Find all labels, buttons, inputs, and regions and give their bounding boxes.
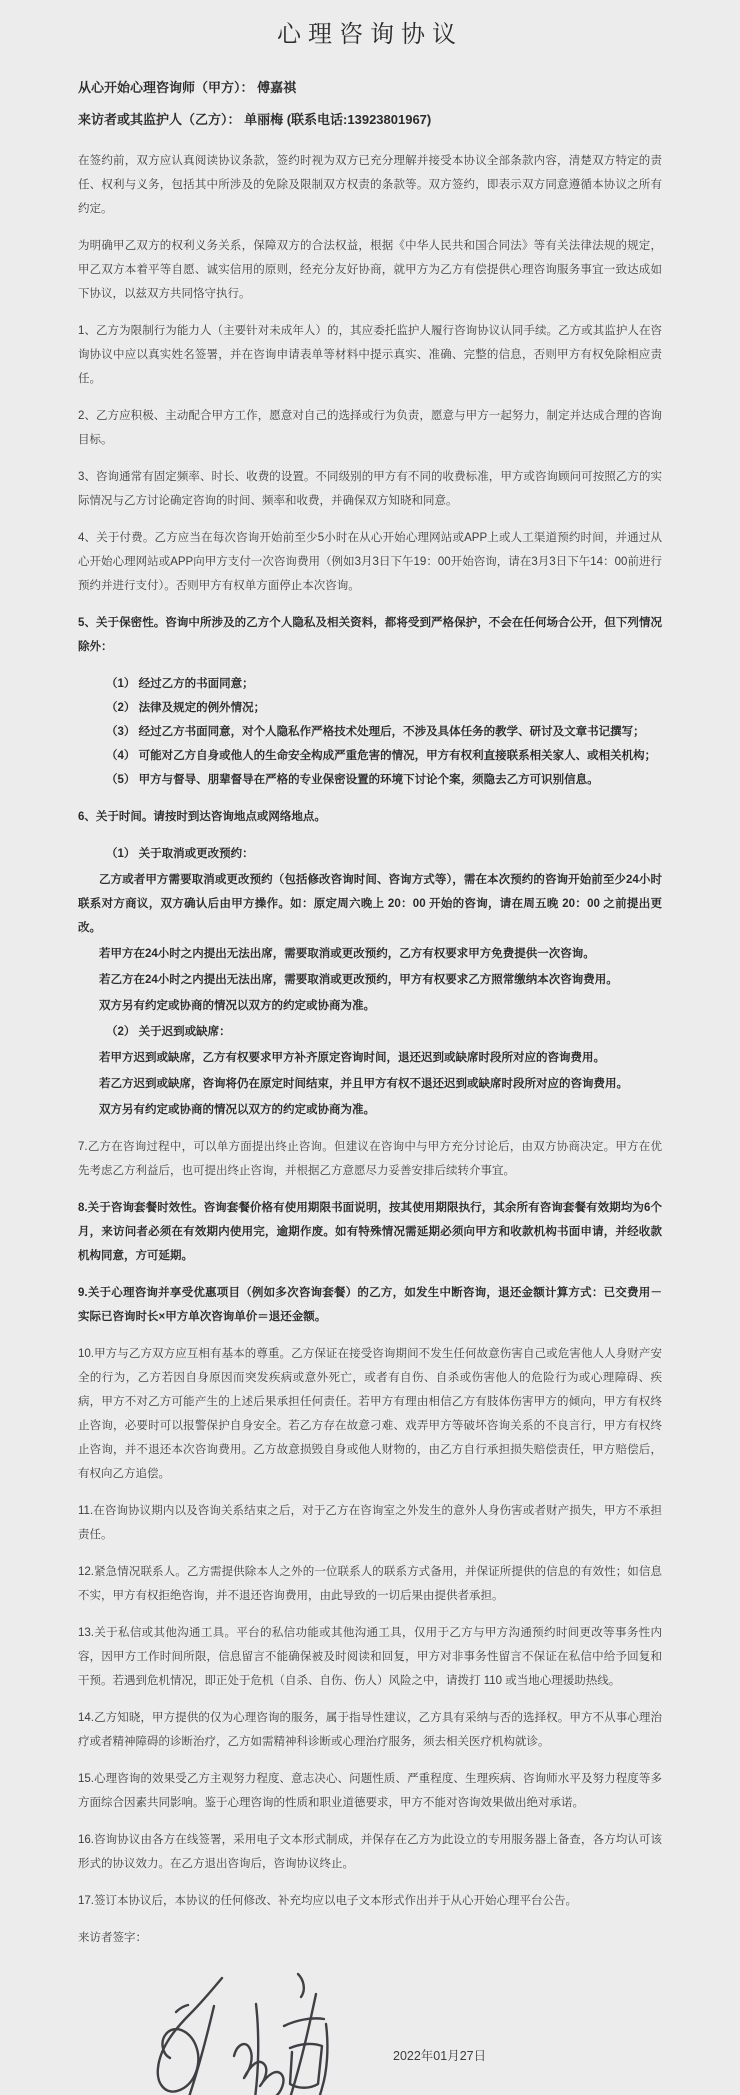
clause-4: 4、关于付费。乙方应当在每次咨询开始前至少5小时在从心开始心理网站或APP上或人工渠道预约时间，并通过从心开始心理网站或APP向甲方支付一次咨询费用（例如3月3日下午19：00开始咨询，请在3月3日下午14：00前进行预约并进行支付）。否则甲方有权单方面停止本次咨询。: [78, 532, 662, 592]
clause-8: 8.关于咨询套餐时效性。咨询套餐价格有使用期限书面说明，按其使用期限执行，其余所有咨询套餐有效期均为6个月，来访问者必须在有效期内使用完，逾期作废。如有特殊情况需延期必须向甲方和收款机构书面申请，并经收款机构同意，方可延期。: [78, 1202, 662, 1262]
clause-14: 14.乙方知晓，甲方提供的仅为心理咨询的服务，属于指导性建议，乙方具有采纳与否的选择权。甲方不从事心理治疗或者精神障碍的诊断治疗，乙方如需精神科诊断或心理治疗服务，须去相关医疗机构就诊。: [78, 1712, 662, 1748]
intro-paragraph-1: 在签约前，双方应认真阅读协议条款，签约时视为双方已充分理解并接受本协议全部条款内容，清楚双方特定的责任、权利与义务，包括其中所涉及的免除及限制双方权责的条款等。双方签约，即表示双方同意遵循本协议之所有约定。: [78, 155, 662, 215]
clause-6-sub1-line-1: 乙方或者甲方需要取消或更改预约（包括修改咨询时间、咨询方式等），需在本次预约的咨询开始前至少24小时联系对方商议，双方确认后由甲方操作。如：原定周六晚上 20：00 开始的咨询，请在周五晚 20：00 之前提出更改。: [78, 874, 662, 934]
clause-1: 1、乙方为限制行为能力人（主要针对未成年人）的，其应委托监护人履行咨询协议认同手续。乙方或其监护人在咨询协议中应以真实姓名签署，并在咨询申请表单等材料中提示真实、准确、完整的信息，否则甲方有权免除相应责任。: [78, 325, 662, 385]
clause-7: 7.乙方在咨询过程中，可以单方面提出终止咨询。但建议在咨询中与甲方充分讨论后，由双方协商决定。甲方在优先考虑乙方利益后，也可提出终止咨询，并根据乙方意愿尽力妥善安排后续转介事宜。: [78, 1141, 662, 1177]
clause-6-sub2-title: （2） 关于迟到或缺席：: [106, 1026, 231, 1038]
clause-6-sub1-line-4: 双方另有约定或协商的情况以双方的约定或协商为准。: [99, 1000, 375, 1012]
clause-9: 9.关于心理咨询并享受优惠项目（例如多次咨询套餐）的乙方，如发生中断咨询，退还金额计算方式：已交费用－实际已咨询时长×甲方单次咨询单价＝退还金额。: [78, 1287, 662, 1323]
document-title: 心理咨询协议: [277, 21, 463, 48]
clause-5-item-3: （3） 经过乙方书面同意，对个人隐私作严格技术处理后，不涉及具体任务的教学、研讨及文章书记撰写；: [106, 726, 645, 738]
clause-6-sub1-line-3: 若乙方在24小时之内提出无法出席，需要取消或更改预约，甲方有权要求乙方照常缴纳本次咨询费用。: [99, 974, 618, 986]
signature-label: 来访者签字：: [78, 1932, 147, 1944]
clause-16: 16.咨询协议由各方在线签署，采用电子文本形式制成，并保存在乙方为此设立的专用服务器上备查，各方均认可该形式的协议效力。在乙方退出咨询后，咨询协议终止。: [78, 1834, 662, 1870]
signature-image: [138, 1964, 338, 2095]
clause-17: 17.签订本协议后，本协议的任何修改、补充均应以电子文本形式作出并于从心开始心理平台公告。: [78, 1895, 577, 1907]
clause-13: 13.关于私信或其他沟通工具。平台的私信功能或其他沟通工具，仅用于乙方与甲方沟通预约时间更改等事务性内容，因甲方工作时间所限，信息留言不能确保被及时阅读和回复，甲方对非事务性留言不保证在私信中给予回复和干预。若遇到危机情况，即正处于危机（自杀、自伤、伤人）风险之中，请拨打 110 或当地心理援助热线。: [78, 1627, 662, 1687]
clause-6-sub2-line-1: 若甲方迟到或缺席，乙方有权要求甲方补齐原定咨询时间，退还迟到或缺席时段所对应的咨询费用。: [99, 1052, 605, 1064]
clause-6-heading: 6、关于时间。请按时到达咨询地点或网络地点。: [78, 811, 326, 823]
clause-5-item-2: （2） 法律及规定的例外情况；: [106, 702, 266, 714]
clause-10: 10.甲方与乙方双方应互相有基本的尊重。乙方保证在接受咨询期间不发生任何故意伤害自己或危害他人人身财产安全的行为，乙方若因自身原因而突发疾病或意外死亡，或者有自伤、自杀或伤害他人的危险行为或心理障碍、疾病，甲方不对乙方可能产生的上述后果承担任何责任。若甲方有理由相信乙方有肢体伤害甲方的倾向，甲方有权终止咨询，必要时可以报警保护自身安全。若乙方存在故意刁难、戏弄甲方等破坏咨询关系的不良言行，甲方有权终止咨询，并不退还本次咨询费用。乙方故意损毁自身或他人财物的，由乙方自行承担损失赔偿责任，甲方赔偿后，有权向乙方追偿。: [78, 1348, 662, 1480]
clause-6-sub2-line-3: 双方另有约定或协商的情况以双方的约定或协商为准。: [99, 1104, 375, 1116]
intro-paragraph-2: 为明确甲乙双方的权利义务关系，保障双方的合法权益，根据《中华人民共和国合同法》等有关法律法规的规定，甲乙双方本着平等自愿、诚实信用的原则，经充分友好协商，就甲方为乙方有偿提供心理咨询服务事宜一致达成如下协议，以兹双方共同恪守执行。: [78, 240, 662, 300]
clause-15: 15.心理咨询的效果受乙方主观努力程度、意志决心、问题性质、严重程度、生理疾病、咨询师水平及努力程度等多方面综合因素共同影响。鉴于心理咨询的性质和职业道德要求，甲方不能对咨询效果做出绝对承诺。: [78, 1773, 662, 1809]
clause-5-item-4: （4） 可能对乙方自身或他人的生命安全构成严重危害的情况，甲方有权利直接联系相关家人、或相关机构；: [106, 750, 657, 762]
clause-5-item-1: （1） 经过乙方的书面同意；: [106, 678, 254, 690]
clause-2: 2、乙方应积极、主动配合甲方工作，愿意对自己的选择或行为负责，愿意与甲方一起努力，制定并达成合理的咨询目标。: [78, 410, 662, 446]
clause-11: 11.在咨询协议期内以及咨询关系结束之后，对于乙方在咨询室之外发生的意外人身伤害或者财产损失，甲方不承担责任。: [78, 1505, 662, 1541]
party-b-line: 来访者或其监护人（乙方）： 单丽梅 (联系电话:13923801967): [78, 112, 432, 127]
clause-6-sub1-title: （1） 关于取消或更改预约：: [106, 848, 254, 860]
clause-5-item-5: （5） 甲方与督导、朋辈督导在严格的专业保密设置的环境下讨论个案，须隐去乙方可识别信息。: [106, 774, 599, 786]
clause-5-heading: 5、关于保密性。咨询中所涉及的乙方个人隐私及相关资料，都将受到严格保护，不会在任何场合公开，但下列情况除外：: [78, 617, 662, 653]
signature-date: 2022年01月27日: [393, 2049, 487, 2063]
clause-12: 12.紧急情况联系人。乙方需提供除本人之外的一位联系人的联系方式备用，并保证所提供的信息的有效性；如信息不实，甲方有权拒绝咨询，并不退还咨询费用，由此导致的一切后果由提供者承担。: [78, 1566, 662, 1602]
party-a-line: 从心开始心理咨询师（甲方）： 傅嘉祺: [78, 80, 297, 95]
clause-3: 3、咨询通常有固定频率、时长、收费的设置。不同级别的甲方有不同的收费标准，甲方或咨询顾问可按照乙方的实际情况与乙方讨论确定咨询的时间、频率和收费，并确保双方知晓和同意。: [78, 471, 662, 507]
clause-6-sub1-line-2: 若甲方在24小时之内提出无法出席，需要取消或更改预约，乙方有权要求甲方免费提供一次咨询。: [99, 948, 595, 960]
clause-6-sub2-line-2: 若乙方迟到或缺席，咨询将仍在原定时间结束，并且甲方有权不退还迟到或缺席时段所对应的咨询费用。: [99, 1078, 628, 1090]
